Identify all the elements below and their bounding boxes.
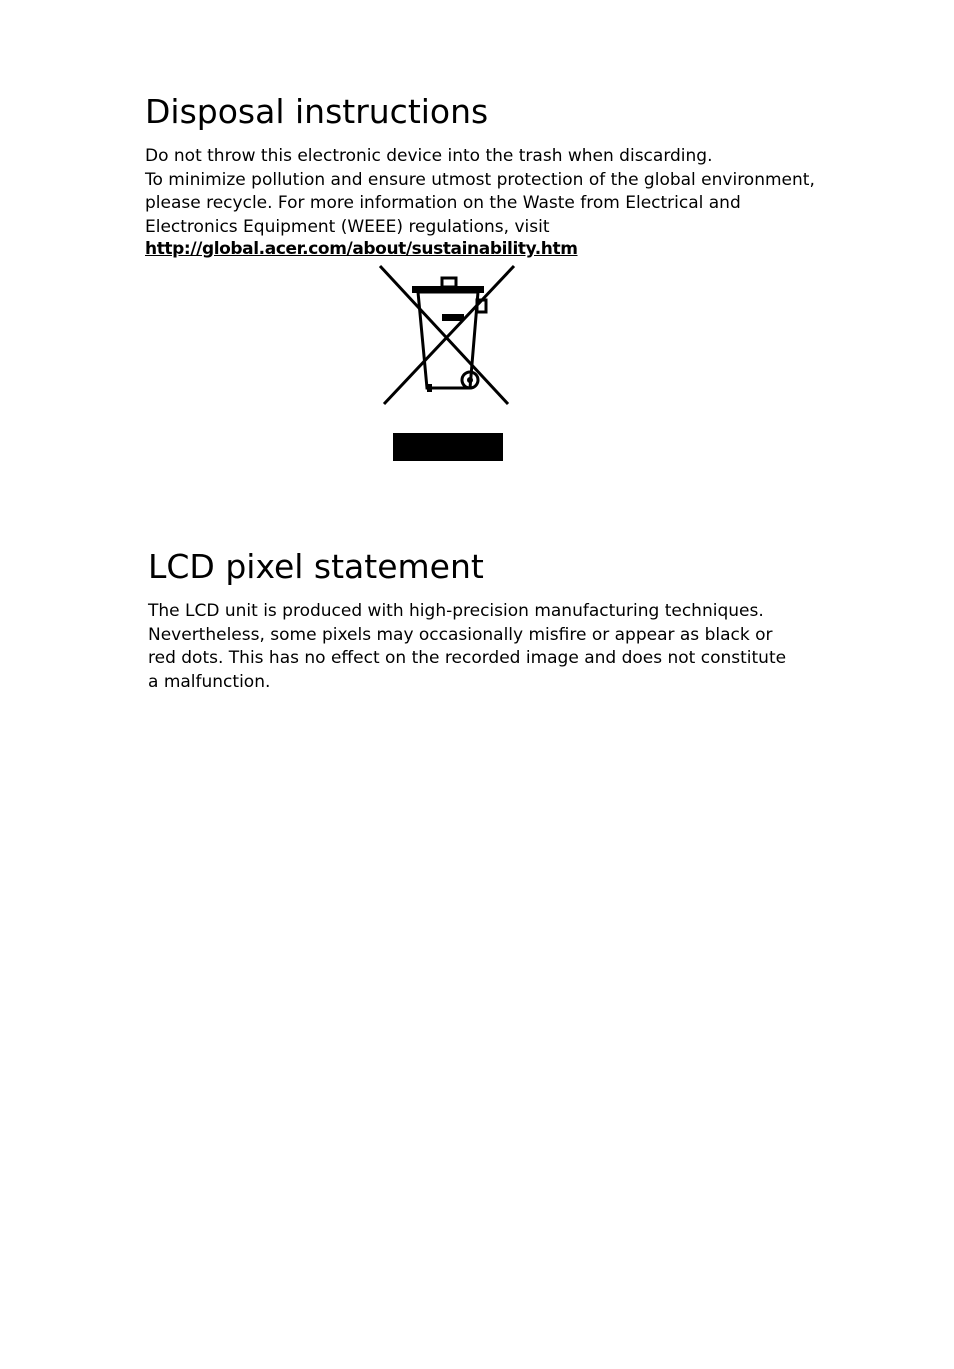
disposal-line-2: To minimize pollution and ensure utmost protection of the global environment, xyxy=(145,169,815,190)
lcd-line-4: a malfunction. xyxy=(148,671,271,692)
lcd-line-2: Nevertheless, some pixels may occasionally misfire or appear as black or xyxy=(148,624,773,645)
disposal-line-4: Electronics Equipment (WEEE) regulations, visit xyxy=(145,216,550,237)
disposal-heading: Disposal instructions xyxy=(145,92,489,131)
disposal-line-3: please recycle. For more information on the Waste from Electrical and xyxy=(145,193,741,213)
disposal-line-1: Do not throw this electronic device into the trash when discarding. xyxy=(145,146,713,166)
crossed-out-wheelie-bin-icon xyxy=(378,264,516,408)
disposal-paragraph xyxy=(145,145,815,239)
black-bar xyxy=(393,433,503,461)
sustainability-link[interactable]: http://global.acer.com/about/sustainability.htm xyxy=(145,239,578,259)
lcd-paragraph xyxy=(148,600,786,694)
lcd-heading: LCD pixel statement xyxy=(148,547,484,586)
lcd-line-3: red dots. This has no effect on the recorded image and does not constitute xyxy=(148,648,787,668)
lcd-line-1: The LCD unit is produced with high-precision manufacturing techniques. xyxy=(148,601,764,621)
